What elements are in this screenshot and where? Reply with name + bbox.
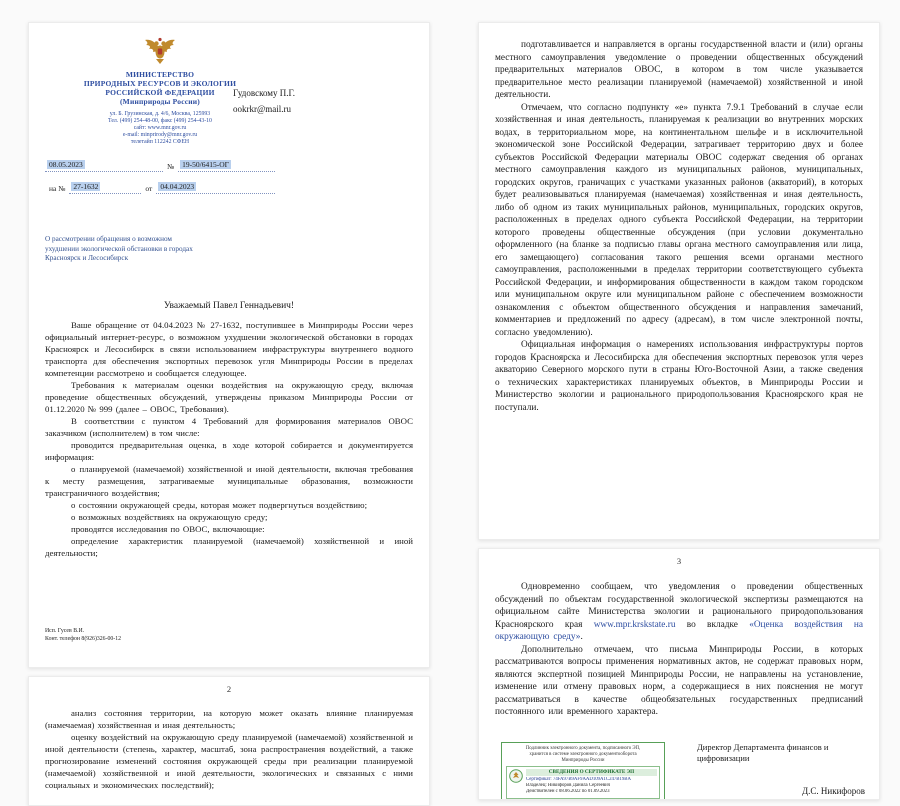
paragraph: проводятся исследования по ОВОС, включающие: — [71, 524, 265, 534]
ref-from-label: от — [145, 184, 153, 193]
signer-name: Д.С. Никифоров — [802, 786, 865, 796]
certificate-owner: Владелец: Никифоров Данила Сергеевич — [526, 783, 611, 789]
signer-title: Директор Департамента финансов и цифровизации — [697, 742, 829, 763]
executor-footer — [45, 627, 121, 643]
paragraph — [495, 581, 863, 644]
website-link[interactable]: www.mpr.krskstate.ru — [593, 619, 676, 630]
page-2 — [28, 676, 430, 806]
paragraph: Ваше обращение от 04.04.2023 № 27-1632, поступившее в Минприроды России через официальный интернет-ресурс, о возможном ухудшении экологической обстановки в городах Красноярск и Лесосибирск в связи использованием инфраструктуры внутреннего водного транспорта для обеспечения экспортных перевозок угля Минприроды России в пределах компетенции рассмотрено и сообщается следующее. — [45, 320, 413, 378]
ministry-name-line: РОССИЙСКОЙ ФЕДЕРАЦИИ — [105, 88, 215, 97]
paragraph: о планируемой (намечаемой) хозяйственной и иной деятельности, включая требования к месту размещения, затрагиваемые муниципальные образования, возможности трансграничного воздействия; — [45, 464, 413, 498]
coat-of-arms-icon — [41, 35, 279, 67]
address-line: ул. Б. Грузинская, д. 4/6, Москва, 125993 — [109, 111, 211, 117]
paragraph-text: Одновременно сообщаем, что уведомления о проведении общественных обсуждений по объектам государственной экологической экспертизы размещаются на официальном сайте Министерства экологии и рационального природопользования Красноярского края — [495, 582, 863, 630]
number-sign: № — [167, 162, 175, 171]
salutation: Уважаемый Павел Геннадьевич! — [163, 301, 295, 311]
page-number: 2 — [226, 684, 232, 694]
page-2-continued — [478, 22, 880, 540]
addressee-block — [233, 85, 295, 117]
ref-date: 04.04.2023 — [160, 182, 195, 191]
paragraph: о возможных воздействиях на окружающую среду; — [71, 512, 268, 522]
paragraph: анализ состояния территории, на которую может оказать влияние планируемая (намечаемая) хозяйственная и иная деятельность; — [45, 708, 413, 730]
ministry-name-line: (Минприроды России) — [119, 97, 200, 106]
executor-name: Исп. Гусев В.И. — [45, 628, 85, 634]
letter-subject: О рассмотрении обращения о возможном ухудшении экологической обстановки в городах Красноярск и Лесосибирск — [45, 235, 193, 262]
paragraph-text: . — [580, 632, 583, 642]
paragraph: Дополнительно отмечаем, что письма Минприроды России, в которых рассматриваются вопросы применения нормативных актов, не содержат правовых норм, являются экспертной позицией Минприроды России, не направлены на установление, изменение или отмену правовых норм, а содержащиеся в них пояснения не могут рассматриваться в качестве общеобязательных государственных предписаний постоянного или временного характера. — [495, 644, 863, 717]
ministry-name-line: МИНИСТЕРСТВО — [125, 70, 195, 79]
page-3-body — [495, 581, 863, 719]
paragraph: подготавливается и направляется в органы государственной власти и (или) органы местного самоуправления уведомление о проведении общественных обсуждений предварительных материалов ОВОС, в котором в том числе указывается предварительное место реализации планируемой (намечаемой) хозяйственной и иной деятельности. — [495, 40, 863, 100]
addressee-email: ookrkr@mail.ru — [233, 104, 292, 114]
quoted-tab-name: «Оценка воздействия на окружающую среду» — [495, 619, 863, 642]
address-line: телетайп 112242 СФЕН — [130, 139, 190, 145]
letter-requisites-row-2 — [41, 182, 279, 194]
paragraph: проводится предварительная оценка, в ходе которой собирается и документируется информация: — [45, 440, 413, 462]
letter-date: 08.05.2023 — [49, 160, 83, 169]
address-line: e-mail: minprirody@mnr.gov.ru — [122, 132, 198, 138]
page-1-body — [45, 319, 413, 559]
stamp-line: хранится в системе электронного документооборота — [529, 752, 637, 757]
stamp-line: Подлинник электронного документа, подписанного ЭП, — [525, 746, 641, 751]
paragraph: оценку воздействий на окружающую среду планируемой (намечаемой) хозяйственной и иной деятельности (степень, характер, масштаб, зона распространения воздействий, а также прогнозирование изменений состояния окружающей среды при реализации планируемой (намечаемой) хозяйственной и иной деятельности, экологических и связанных с ними социальных и экономических последствий); — [45, 732, 413, 790]
stamp-header: СВЕДЕНИЯ О СЕРТИФИКАТЕ ЭП — [526, 769, 657, 776]
ref-number: 27-1632 — [73, 182, 99, 191]
address-line: Тел. (499) 254-48-00, факс (499) 254-43-10 — [108, 118, 212, 124]
paragraph: определение характеристик планируемой (намечаемой) хозяйственной и иной деятельности; — [45, 536, 413, 558]
certificate-validity: Действителен с 08.06.2022 по 01.09.2023 — [526, 789, 610, 795]
letter-requisites-row-1 — [41, 160, 279, 172]
page-1 — [28, 22, 430, 668]
paragraph: Требования к материалам оценки воздействия на окружающую среду, включая проведение общественных обсуждений, утверждены приказом Минприроды России от 01.12.2020 № 999 (далее – ОВОС, Требования). — [45, 380, 413, 414]
page-2-body — [45, 707, 413, 791]
paragraph: В соответствии с пунктом 4 Требований для формирования материалов ОВОС заказчиком (исполнителем) в том числе: — [45, 416, 413, 438]
addressee-name: Гудовскому П.Г. — [233, 88, 295, 98]
stamp-line: Минприроды России — [561, 758, 605, 763]
paragraph: о состоянии окружающей среды, которая может подвергнуться воздействию; — [71, 500, 368, 510]
page-2-continued-body — [495, 39, 863, 414]
page-number: 3 — [676, 556, 682, 566]
letter-number: 19-50/6415-ОГ — [182, 160, 229, 169]
certificate-number: Сертификат: 74FA97B9AF9AAD109A1C247B19BA — [526, 777, 631, 782]
page-3 — [478, 548, 880, 800]
address-line: сайт: www.mnr.gov.ru — [133, 125, 187, 131]
paragraph: Официальная информация о намерениях использования инфраструктуры портов городов Красноярска и Лесосибирска для обеспечения экспортных перевозок угля через акваторию Северного морского пути в страны Юго-Восточной Азии, а также сведения о технических характеристиках планируемых объектов, в Минприроды России и Министерство экологии и рационального природопользования Красноярского края не поступали. — [495, 340, 863, 413]
ministry-name-line: ПРИРОДНЫХ РЕСУРСОВ И ЭКОЛОГИИ — [83, 79, 237, 88]
signature-block — [697, 742, 865, 796]
stamp-emblem-icon — [509, 769, 523, 788]
executor-phone: Конт. телефон 8(926)326-00-12 — [45, 636, 122, 642]
paragraph: Отмечаем, что согласно подпункту «е» пункта 7.9.1 Требований в случае если хозяйственная и иная деятельность, планируемая к реализации во внутренних морских водах, в территориальном море, на континентальном шельфе и в исключительной экономической зоне Российской Федерации, затрагивает территорию двух и более субъектов Российской Федерации материалы ОВОС содержат сведения об органах местного самоуправления каждого из муниципальных районов, муниципальных, городских округов, граничащих с участками указанных районов (акваторий), в которых будет реализовываться планируемая (намечаемая) хозяйственная и иная деятельность, либо об одном из таких муниципальных районов, муниципальных, городских округов, расположенных в пределах одного субъекта Российской Федерации, на территории которого проведены общественные обсуждения (при условии документально оформленного (на бланке за подписью главы органа местного самоуправления или лица, его замещающего) согласования такого решения всеми органами местного самоуправления, расположенными в пределах территории соответствующего субъекта Российской Федерации, и информирования общественности в каждом таком городском или муниципальном округе или муниципальном районе с обеспечением возможности ознакомления с объектом общественного обсуждения и направления замечаний, комментариев и предложений по адресу (адресам), в том числе электронной почты, согласно уведомлению). — [495, 102, 863, 338]
ref-prefix: на № — [49, 184, 66, 193]
paragraph-text: во вкладке — [675, 619, 750, 630]
digital-signature-stamp — [501, 742, 665, 800]
